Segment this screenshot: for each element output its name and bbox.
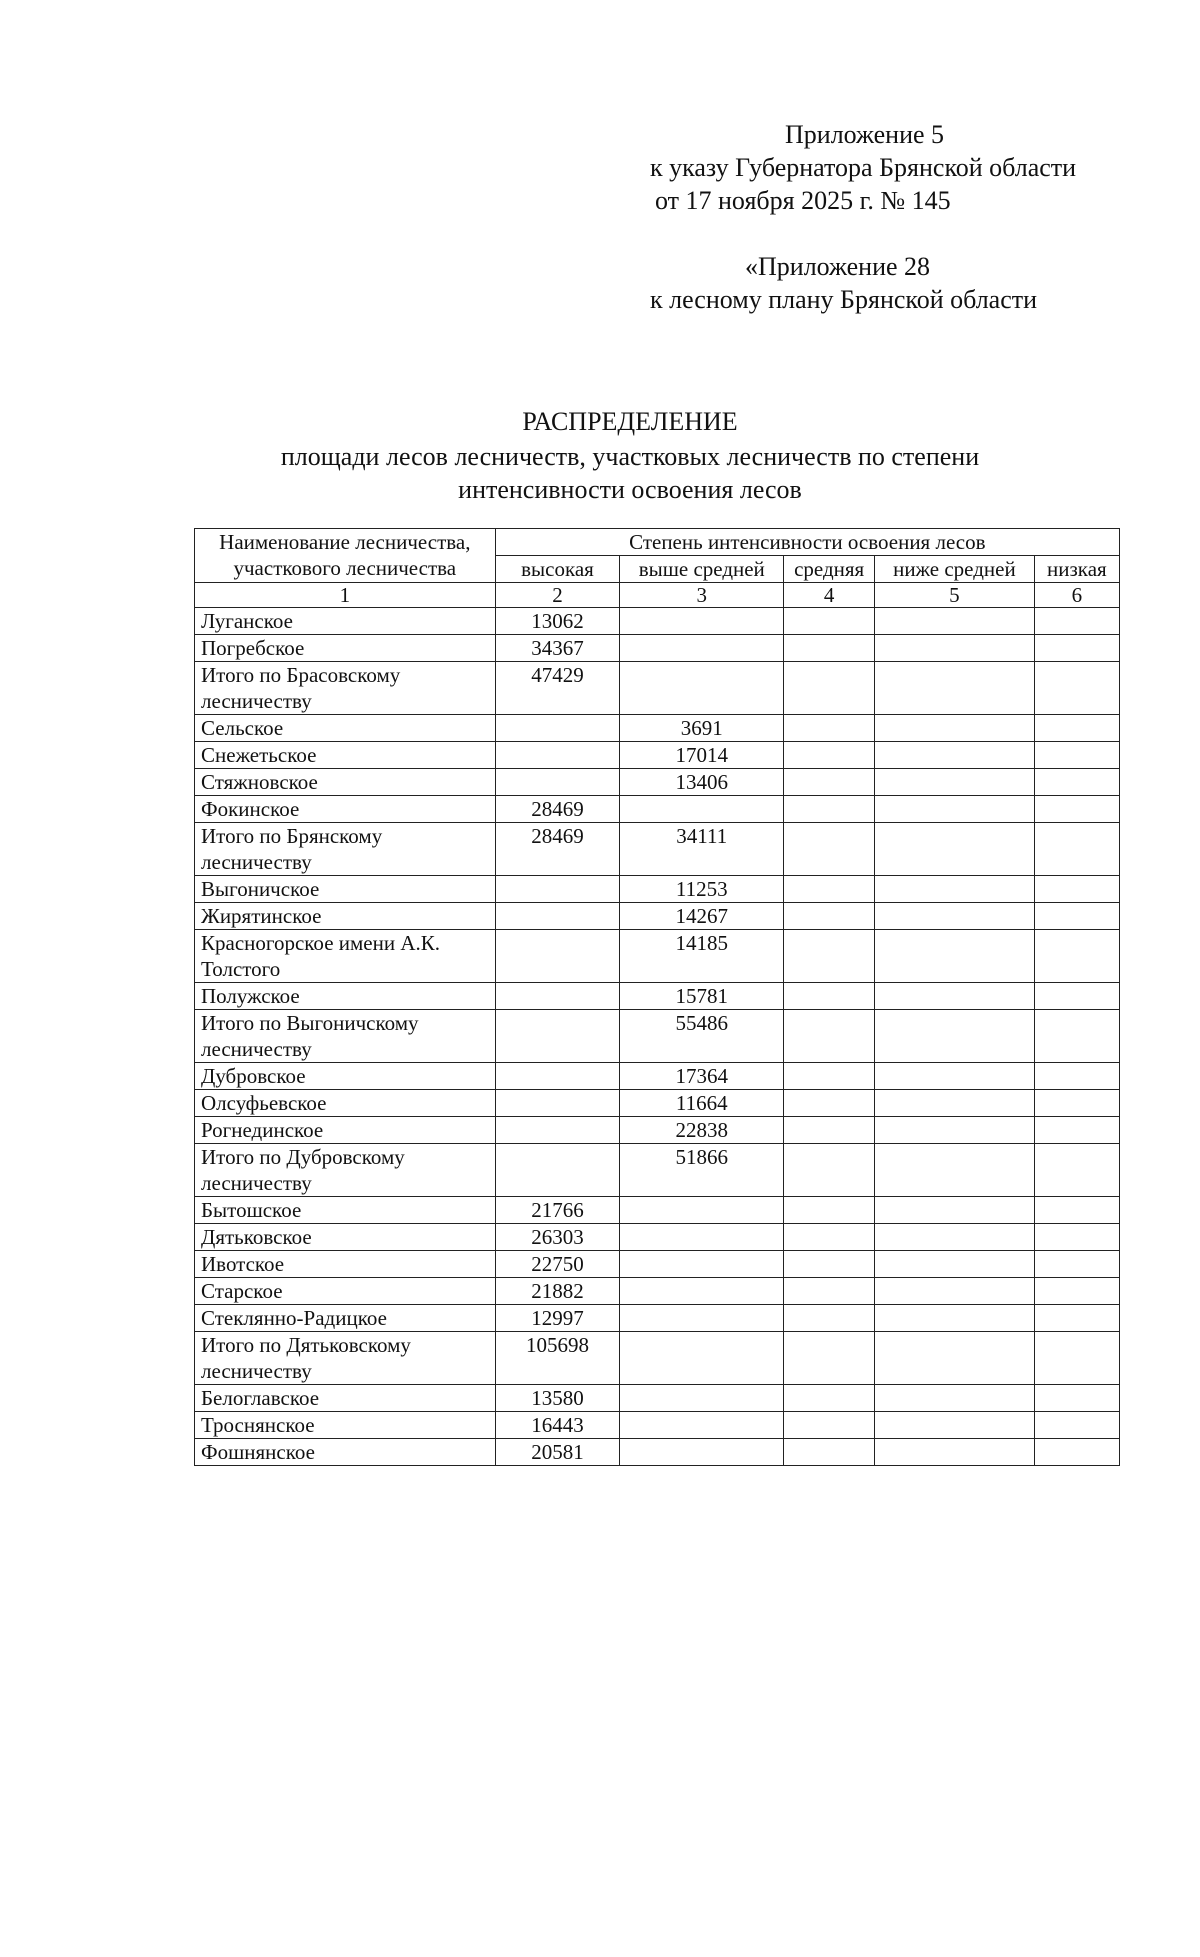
area-value-cell bbox=[1034, 903, 1119, 930]
area-value-cell bbox=[784, 742, 875, 769]
area-value-cell: 12997 bbox=[495, 1305, 620, 1332]
area-value-cell bbox=[784, 1305, 875, 1332]
area-value-cell bbox=[875, 903, 1035, 930]
area-value-cell bbox=[875, 930, 1035, 983]
area-value-cell bbox=[875, 662, 1035, 715]
area-value-cell bbox=[1034, 1117, 1119, 1144]
document-subtitle-line-2: интенсивности освоения лесов bbox=[458, 475, 802, 504]
area-value-cell: 20581 bbox=[495, 1439, 620, 1466]
forestry-name-cell: Жирятинское bbox=[195, 903, 496, 930]
area-value-cell bbox=[1034, 1278, 1119, 1305]
area-value-cell bbox=[784, 930, 875, 983]
area-value-cell bbox=[784, 876, 875, 903]
area-value-cell bbox=[784, 983, 875, 1010]
area-value-cell bbox=[1034, 769, 1119, 796]
area-value-cell: 28469 bbox=[495, 823, 620, 876]
table-row bbox=[195, 635, 1120, 662]
area-value-cell: 34367 bbox=[495, 635, 620, 662]
area-value-cell bbox=[495, 1063, 620, 1090]
table-row bbox=[195, 1278, 1120, 1305]
forestry-name-cell: Итого по Брянскому лесничеству bbox=[195, 823, 496, 876]
area-value-cell bbox=[620, 796, 784, 823]
table-row bbox=[195, 1197, 1120, 1224]
area-value-cell bbox=[620, 1197, 784, 1224]
table-body bbox=[195, 608, 1120, 1466]
table-header-row bbox=[195, 529, 1120, 556]
area-value-cell bbox=[784, 1278, 875, 1305]
area-value-cell bbox=[875, 876, 1035, 903]
area-value-cell bbox=[620, 1278, 784, 1305]
area-value-cell bbox=[1034, 1332, 1119, 1385]
area-value-cell bbox=[784, 1412, 875, 1439]
area-value-cell bbox=[784, 1385, 875, 1412]
area-value-cell bbox=[784, 1439, 875, 1466]
area-value-cell bbox=[875, 796, 1035, 823]
area-value-cell bbox=[620, 1412, 784, 1439]
appendix-block bbox=[650, 118, 1076, 217]
area-value-cell bbox=[875, 608, 1035, 635]
forestry-name-cell: Стяжновское bbox=[195, 769, 496, 796]
forestry-name-cell: Погребское bbox=[195, 635, 496, 662]
area-value-cell bbox=[875, 1117, 1035, 1144]
appendix-decree-ref: к указу Губернатора Брянской области bbox=[650, 153, 1077, 182]
header-name-column: Наименование лесничества, участкового лесничества bbox=[195, 529, 496, 583]
forestry-name-cell: Луганское bbox=[195, 608, 496, 635]
area-value-cell: 47429 bbox=[495, 662, 620, 715]
area-value-cell bbox=[495, 903, 620, 930]
area-value-cell: 28469 bbox=[495, 796, 620, 823]
area-value-cell: 11253 bbox=[620, 876, 784, 903]
forestry-name-cell: Сельское bbox=[195, 715, 496, 742]
forestry-name-cell: Старское bbox=[195, 1278, 496, 1305]
area-value-cell: 21766 bbox=[495, 1197, 620, 1224]
area-value-cell bbox=[1034, 1010, 1119, 1063]
table-row bbox=[195, 930, 1120, 983]
area-value-cell bbox=[620, 635, 784, 662]
forestry-name-cell: Итого по Выгоничскому лесничеству bbox=[195, 1010, 496, 1063]
table-row bbox=[195, 1251, 1120, 1278]
area-value-cell bbox=[620, 1251, 784, 1278]
header-average: средняя bbox=[784, 556, 875, 583]
forestry-name-cell: Красногорское имени А.К. Толстого bbox=[195, 930, 496, 983]
header-low: низкая bbox=[1034, 556, 1119, 583]
area-value-cell bbox=[784, 796, 875, 823]
forestry-name-cell: Дубровское bbox=[195, 1063, 496, 1090]
appendix-plan-ref: к лесному плану Брянской области bbox=[650, 285, 1038, 314]
area-value-cell: 17364 bbox=[620, 1063, 784, 1090]
area-value-cell: 21882 bbox=[495, 1278, 620, 1305]
area-value-cell bbox=[495, 1090, 620, 1117]
table-row bbox=[195, 715, 1120, 742]
index-cell: 1 bbox=[195, 583, 496, 608]
area-value-cell bbox=[1034, 715, 1119, 742]
document-title-block bbox=[0, 405, 1200, 506]
area-value-cell bbox=[875, 1385, 1035, 1412]
index-cell: 2 bbox=[495, 583, 620, 608]
index-cell: 6 bbox=[1034, 583, 1119, 608]
area-value-cell bbox=[495, 769, 620, 796]
area-value-cell: 11664 bbox=[620, 1090, 784, 1117]
area-value-cell bbox=[784, 635, 875, 662]
area-value-cell: 3691 bbox=[620, 715, 784, 742]
forestry-name-cell: Стеклянно-Радицкое bbox=[195, 1305, 496, 1332]
index-cell: 5 bbox=[875, 583, 1035, 608]
area-value-cell bbox=[875, 1278, 1035, 1305]
area-value-cell bbox=[1034, 608, 1119, 635]
table-row bbox=[195, 1332, 1120, 1385]
area-value-cell: 13580 bbox=[495, 1385, 620, 1412]
area-value-cell bbox=[1034, 635, 1119, 662]
area-value-cell bbox=[1034, 1439, 1119, 1466]
area-value-cell bbox=[1034, 1224, 1119, 1251]
area-value-cell: 13062 bbox=[495, 608, 620, 635]
area-value-cell bbox=[1034, 1251, 1119, 1278]
area-value-cell bbox=[875, 1197, 1035, 1224]
area-value-cell bbox=[620, 1224, 784, 1251]
area-value-cell bbox=[1034, 1412, 1119, 1439]
forestry-name-cell: Бытошское bbox=[195, 1197, 496, 1224]
table-row bbox=[195, 1385, 1120, 1412]
area-value-cell bbox=[784, 715, 875, 742]
area-value-cell bbox=[1034, 930, 1119, 983]
forestry-name-cell: Рогнединское bbox=[195, 1117, 496, 1144]
area-value-cell bbox=[875, 1144, 1035, 1197]
area-value-cell bbox=[784, 1251, 875, 1278]
forestry-name-cell: Итого по Брасовскому лесничеству bbox=[195, 662, 496, 715]
area-value-cell bbox=[1034, 983, 1119, 1010]
area-value-cell bbox=[784, 823, 875, 876]
area-value-cell bbox=[495, 742, 620, 769]
area-value-cell bbox=[620, 1305, 784, 1332]
appendix-plan-number: «Приложение 28 bbox=[745, 252, 931, 281]
area-value-cell bbox=[784, 1332, 875, 1385]
area-value-cell bbox=[495, 715, 620, 742]
area-value-cell: 15781 bbox=[620, 983, 784, 1010]
document-subtitle-line-1: площади лесов лесничеств, участковых лесничеств по степени bbox=[280, 442, 980, 471]
area-value-cell bbox=[784, 1090, 875, 1117]
area-value-cell bbox=[875, 1090, 1035, 1117]
area-value-cell bbox=[1034, 876, 1119, 903]
area-value-cell bbox=[784, 1144, 875, 1197]
table-row bbox=[195, 608, 1120, 635]
area-value-cell bbox=[1034, 1090, 1119, 1117]
area-value-cell: 26303 bbox=[495, 1224, 620, 1251]
area-value-cell bbox=[1034, 823, 1119, 876]
area-value-cell bbox=[784, 903, 875, 930]
area-value-cell bbox=[784, 1010, 875, 1063]
table-row bbox=[195, 1439, 1120, 1466]
table-row bbox=[195, 769, 1120, 796]
area-value-cell bbox=[1034, 1197, 1119, 1224]
appendix-number: Приложение 5 bbox=[785, 120, 945, 149]
area-value-cell bbox=[784, 1197, 875, 1224]
forest-distribution-table bbox=[194, 528, 1120, 1466]
area-value-cell bbox=[495, 1117, 620, 1144]
area-value-cell: 34111 bbox=[620, 823, 784, 876]
table-row bbox=[195, 1224, 1120, 1251]
header-high: высокая bbox=[495, 556, 620, 583]
area-value-cell bbox=[1034, 1305, 1119, 1332]
area-value-cell bbox=[495, 1010, 620, 1063]
table-row bbox=[195, 796, 1120, 823]
area-value-cell bbox=[495, 983, 620, 1010]
area-value-cell: 17014 bbox=[620, 742, 784, 769]
area-value-cell: 16443 bbox=[495, 1412, 620, 1439]
area-value-cell bbox=[1034, 796, 1119, 823]
area-value-cell bbox=[875, 823, 1035, 876]
forestry-name-cell: Итого по Дубровскому лесничеству bbox=[195, 1144, 496, 1197]
area-value-cell bbox=[875, 1251, 1035, 1278]
table-row bbox=[195, 1305, 1120, 1332]
appendix-decree-date: от 17 ноября 2025 г. № 145 bbox=[655, 186, 951, 215]
forestry-name-cell: Белоглавское bbox=[195, 1385, 496, 1412]
index-cell: 4 bbox=[784, 583, 875, 608]
area-value-cell: 55486 bbox=[620, 1010, 784, 1063]
area-value-cell bbox=[784, 1117, 875, 1144]
area-value-cell bbox=[1034, 1385, 1119, 1412]
table-row bbox=[195, 1144, 1120, 1197]
area-value-cell: 13406 bbox=[620, 769, 784, 796]
area-value-cell: 14185 bbox=[620, 930, 784, 983]
area-value-cell bbox=[784, 769, 875, 796]
area-value-cell bbox=[495, 1144, 620, 1197]
table-row bbox=[195, 1090, 1120, 1117]
document-title: РАСПРЕДЕЛЕНИЕ bbox=[522, 407, 738, 436]
area-value-cell bbox=[875, 742, 1035, 769]
area-value-cell bbox=[495, 930, 620, 983]
area-value-cell bbox=[620, 1385, 784, 1412]
forestry-name-cell: Итого по Дятьковскому лесничеству bbox=[195, 1332, 496, 1385]
forestry-name-cell: Фокинское bbox=[195, 796, 496, 823]
table-row bbox=[195, 1063, 1120, 1090]
index-cell: 3 bbox=[620, 583, 784, 608]
area-value-cell bbox=[620, 662, 784, 715]
forestry-name-cell: Дятьковское bbox=[195, 1224, 496, 1251]
area-value-cell: 22838 bbox=[620, 1117, 784, 1144]
area-value-cell bbox=[620, 1439, 784, 1466]
header-intensity-group: Степень интенсивности освоения лесов bbox=[495, 529, 1119, 556]
area-value-cell bbox=[620, 1332, 784, 1385]
table-row bbox=[195, 823, 1120, 876]
forestry-name-cell: Полужское bbox=[195, 983, 496, 1010]
table-row bbox=[195, 903, 1120, 930]
table-index-row bbox=[195, 583, 1120, 608]
area-value-cell bbox=[875, 983, 1035, 1010]
appendix-plan-block bbox=[650, 250, 1037, 316]
table-row bbox=[195, 1412, 1120, 1439]
header-above-average: выше средней bbox=[620, 556, 784, 583]
table-row bbox=[195, 876, 1120, 903]
area-value-cell bbox=[875, 635, 1035, 662]
table-row bbox=[195, 1010, 1120, 1063]
area-value-cell bbox=[1034, 1063, 1119, 1090]
forestry-name-cell: Снежетьское bbox=[195, 742, 496, 769]
area-value-cell bbox=[875, 1010, 1035, 1063]
area-value-cell bbox=[1034, 742, 1119, 769]
area-value-cell: 51866 bbox=[620, 1144, 784, 1197]
forestry-name-cell: Фошнянское bbox=[195, 1439, 496, 1466]
area-value-cell: 105698 bbox=[495, 1332, 620, 1385]
area-value-cell bbox=[875, 715, 1035, 742]
table-row bbox=[195, 742, 1120, 769]
area-value-cell bbox=[875, 1439, 1035, 1466]
forestry-name-cell: Ивотское bbox=[195, 1251, 496, 1278]
area-value-cell bbox=[784, 662, 875, 715]
area-value-cell: 22750 bbox=[495, 1251, 620, 1278]
area-value-cell bbox=[875, 769, 1035, 796]
forestry-name-cell: Троснянское bbox=[195, 1412, 496, 1439]
area-value-cell bbox=[784, 1224, 875, 1251]
area-value-cell bbox=[495, 876, 620, 903]
area-value-cell bbox=[620, 608, 784, 635]
area-value-cell bbox=[875, 1063, 1035, 1090]
forestry-name-cell: Олсуфьевское bbox=[195, 1090, 496, 1117]
table-row bbox=[195, 662, 1120, 715]
table-row bbox=[195, 1117, 1120, 1144]
area-value-cell bbox=[875, 1412, 1035, 1439]
area-value-cell bbox=[784, 608, 875, 635]
header-below-average: ниже средней bbox=[875, 556, 1035, 583]
area-value-cell: 14267 bbox=[620, 903, 784, 930]
area-value-cell bbox=[1034, 1144, 1119, 1197]
area-value-cell bbox=[1034, 662, 1119, 715]
forestry-name-cell: Выгоничское bbox=[195, 876, 496, 903]
area-value-cell bbox=[875, 1332, 1035, 1385]
area-value-cell bbox=[875, 1305, 1035, 1332]
table-row bbox=[195, 983, 1120, 1010]
area-value-cell bbox=[875, 1224, 1035, 1251]
area-value-cell bbox=[784, 1063, 875, 1090]
